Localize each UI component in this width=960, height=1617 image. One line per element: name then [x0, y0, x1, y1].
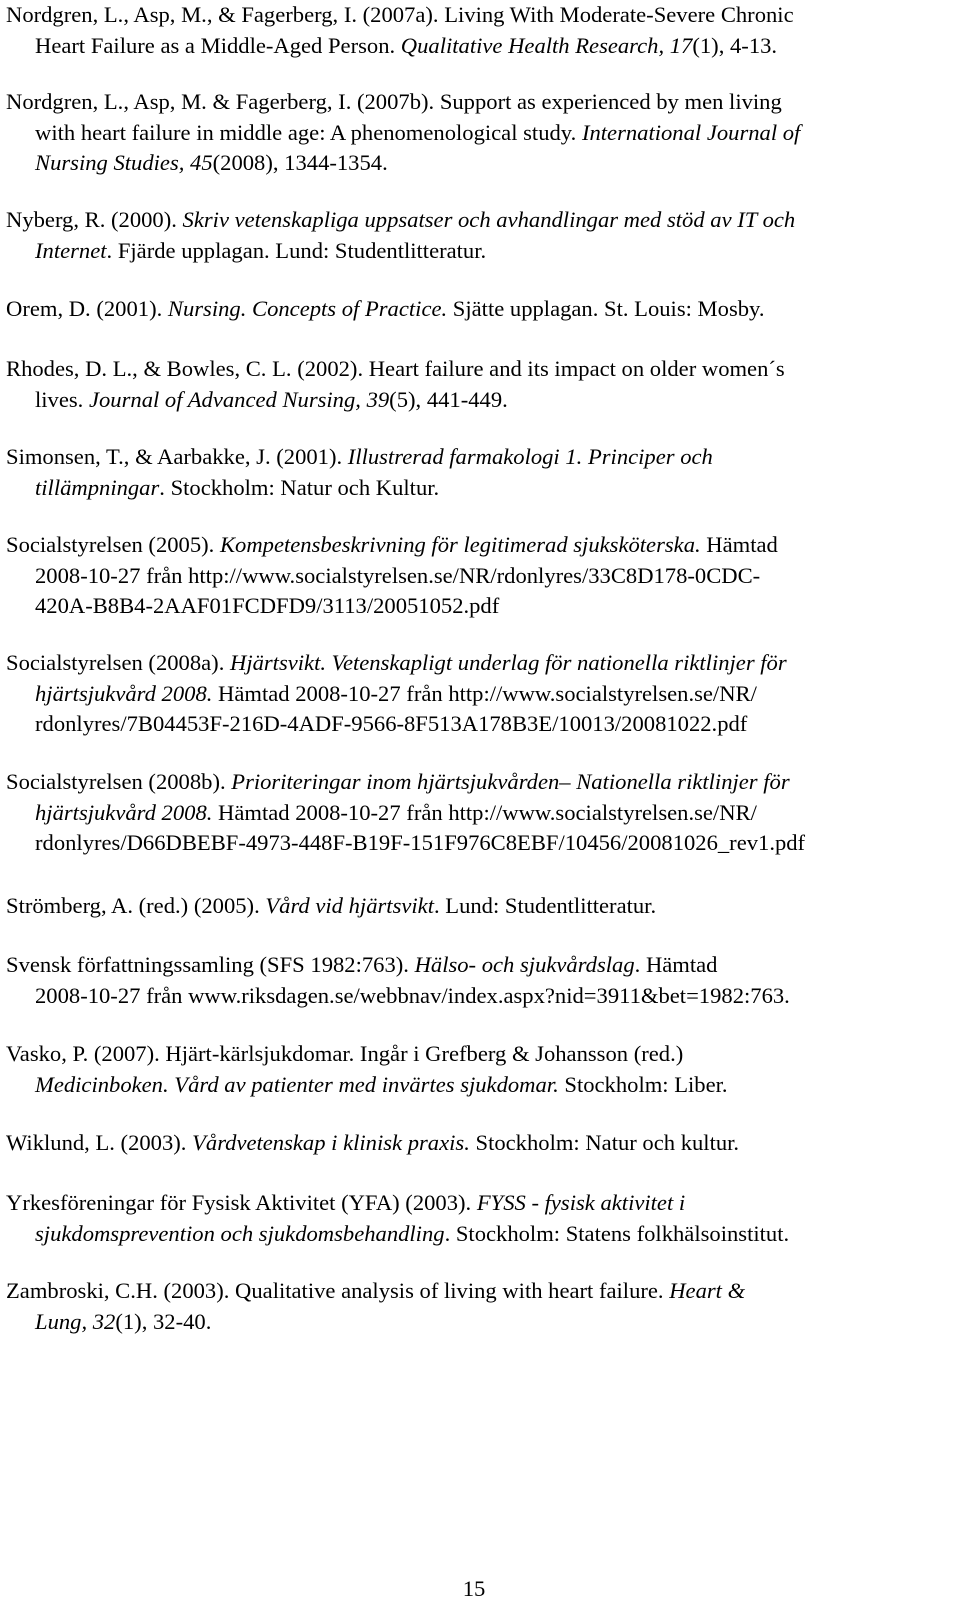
page-number: 15 [462, 1576, 486, 1601]
reference-italic-text: Nursing. Concepts of Practice. [167, 296, 448, 321]
reference-text: Hämtad 2008-10-27 från http://www.socialstyrelsen.se/NR/ [212, 680, 757, 706]
reference-text: lives. [35, 386, 89, 412]
reference-text: (1), 4-13. [692, 32, 778, 58]
reference-entry [6, 0, 954, 61]
reference-line [6, 1219, 954, 1250]
reference-line [6, 1188, 954, 1219]
reference-entry [6, 950, 954, 1011]
reference-italic-text: Internet [35, 237, 107, 263]
reference-entry [6, 648, 954, 740]
reference-text: Socialstyrelsen (2008a). [6, 650, 230, 675]
reference-line [6, 1070, 954, 1101]
reference-text: Nyberg, R. (2000). [6, 207, 183, 232]
reference-line [6, 294, 954, 325]
reference-text: Rhodes, D. L., & Bowles, C. L. (2002). Heart failure and its impact on older women´s [6, 356, 785, 381]
reference-line [6, 31, 954, 62]
reference-text: Stockholm: Natur och kultur. [469, 1130, 740, 1155]
reference-italic-text: FYSS - fysisk aktivitet i [476, 1190, 686, 1215]
reference-line [6, 591, 954, 622]
reference-line [6, 981, 954, 1012]
reference-entry [6, 530, 954, 622]
reference-entry [6, 1276, 954, 1337]
reference-text: rdonlyres/7B04453F-216D-4ADF-9566-8F513A178B3E/10013/20081022.pdf [35, 711, 748, 737]
reference-italic-text: Qualitative Health Research, 17 [400, 32, 693, 58]
reference-line [6, 561, 954, 592]
reference-italic-text: Nursing Studies, 45 [35, 150, 213, 176]
reference-line [6, 1128, 954, 1159]
reference-italic-text: Vård vid hjärtsvikt [265, 893, 434, 918]
reference-italic-text: hjärtsjukvård 2008. [35, 680, 213, 706]
reference-italic-text: Prioriteringar inom hjärtsjukvården– Nationella riktlinjer för [231, 769, 790, 794]
reference-text: . Stockholm: Natur och Kultur. [159, 474, 440, 500]
reference-entry [6, 1188, 954, 1249]
reference-italic-text: Skriv vetenskapliga uppsatser och avhandlingar med stöd av IT och [182, 207, 796, 232]
reference-line [6, 118, 954, 149]
reference-italic-text: Medicinboken. Vård av patienter med invärtes sjukdomar. [35, 1071, 559, 1097]
reference-text: Nordgren, L., Asp, M. & Fagerberg, I. (2007b). Support as experienced by men living [6, 89, 782, 114]
reference-entry [6, 1039, 954, 1100]
reference-text: 2008-10-27 från www.riksdagen.se/webbnav/index.aspx?nid=3911&bet=1982:763. [35, 982, 790, 1008]
reference-italic-text: Vårdvetenskap i klinisk praxis. [192, 1130, 470, 1155]
reference-text: rdonlyres/D66DBEBF-4973-448F-B19F-151F976C8EBF/10456/20081026_rev1.pdf [35, 830, 806, 856]
reference-text: Stockholm: Liber. [558, 1071, 728, 1097]
reference-line [6, 473, 954, 504]
reference-line [6, 1276, 954, 1307]
reference-line [6, 1307, 954, 1338]
reference-text: Hämtad 2008-10-27 från http://www.socialstyrelsen.se/NR/ [212, 799, 757, 825]
reference-line [6, 87, 954, 118]
reference-text: (2008), 1344-1354. [212, 150, 388, 176]
reference-text: Strömberg, A. (red.) (2005). [6, 893, 266, 918]
reference-line [6, 354, 954, 385]
reference-line [6, 950, 954, 981]
reference-text: Heart Failure as a Middle-Aged Person. [35, 32, 401, 58]
reference-line [6, 148, 954, 179]
reference-text: Vasko, P. (2007). Hjärt-kärlsjukdomar. Ingår i Grefberg & Johansson (red.) [6, 1041, 684, 1066]
reference-line [6, 679, 954, 710]
reference-text: Socialstyrelsen (2008b). [6, 769, 232, 794]
reference-italic-text: International Journal of [581, 119, 801, 145]
reference-text: Simonsen, T., & Aarbakke, J. (2001). [6, 444, 348, 469]
reference-text: 2008-10-27 från http://www.socialstyrelsen.se/NR/rdonlyres/33C8D178-0CDC- [35, 562, 761, 588]
reference-italic-text: tillämpningar [35, 474, 160, 500]
reference-entry [6, 205, 954, 266]
reference-text: Sjätte upplagan. St. Louis: Mosby. [447, 296, 765, 321]
reference-text: with heart failure in middle age: A phenomenological study. [35, 119, 582, 145]
reference-entry [6, 294, 954, 325]
reference-italic-text: Heart & [669, 1278, 746, 1303]
reference-line [6, 828, 954, 859]
reference-italic-text: Hjärtsvikt. Vetenskapligt underlag för nationella riktlinjer för [230, 650, 787, 675]
reference-text: Zambroski, C.H. (2003). Qualitative analysis of living with heart failure. [6, 1278, 670, 1303]
reference-entry [6, 354, 954, 415]
reference-line [6, 709, 954, 740]
reference-text: Orem, D. (2001). [6, 296, 168, 321]
reference-italic-text: Kompetensbeskrivning för legitimerad sjuksköterska. [219, 532, 701, 557]
reference-entry [6, 891, 954, 922]
reference-italic-text: sjukdomsprevention och sjukdomsbehandling [35, 1220, 445, 1246]
reference-italic-text: Lung, 32 [35, 1308, 116, 1334]
reference-text: Yrkesföreningar för Fysisk Aktivitet (YFA) (2003). [6, 1190, 477, 1215]
reference-entry [6, 87, 954, 179]
reference-line [6, 648, 954, 679]
reference-text: Wiklund, L. (2003). [6, 1130, 193, 1155]
reference-line [6, 767, 954, 798]
reference-line [6, 530, 954, 561]
reference-line [6, 205, 954, 236]
reference-text: Svensk författningssamling (SFS 1982:763). [6, 952, 415, 977]
reference-text: (1), 32-40. [115, 1308, 212, 1334]
reference-text: . Hämtad [634, 952, 718, 977]
reference-line [6, 442, 954, 473]
reference-text: . Stockholm: Statens folkhälsoinstitut. [444, 1220, 790, 1246]
reference-line [6, 385, 954, 416]
reference-line [6, 0, 954, 31]
reference-line [6, 891, 954, 922]
reference-italic-text: hjärtsjukvård 2008. [35, 799, 213, 825]
reference-text: Nordgren, L., Asp, M., & Fagerberg, I. (2007a). Living With Moderate-Severe Chronic [6, 2, 794, 27]
reference-text: . Fjärde upplagan. Lund: Studentlitteratur. [106, 237, 487, 263]
reference-entry [6, 1128, 954, 1159]
reference-text: 420A-B8B4-2AAF01FCDFD9/3113/20051052.pdf [35, 593, 500, 619]
reference-line [6, 1039, 954, 1070]
reference-line [6, 236, 954, 267]
reference-text: . Lund: Studentlitteratur. [433, 893, 657, 918]
reference-entry [6, 767, 954, 859]
reference-line [6, 798, 954, 829]
reference-italic-text: Illustrerad farmakologi 1. Principer och [347, 444, 713, 469]
reference-italic-text: Hälso- och sjukvårdslag [414, 952, 635, 977]
reference-italic-text: Journal of Advanced Nursing, 39 [88, 386, 390, 412]
reference-text: Socialstyrelsen (2005). [6, 532, 220, 557]
reference-text: (5), 441-449. [389, 386, 508, 412]
reference-text: Hämtad [700, 532, 778, 557]
reference-entry [6, 442, 954, 503]
